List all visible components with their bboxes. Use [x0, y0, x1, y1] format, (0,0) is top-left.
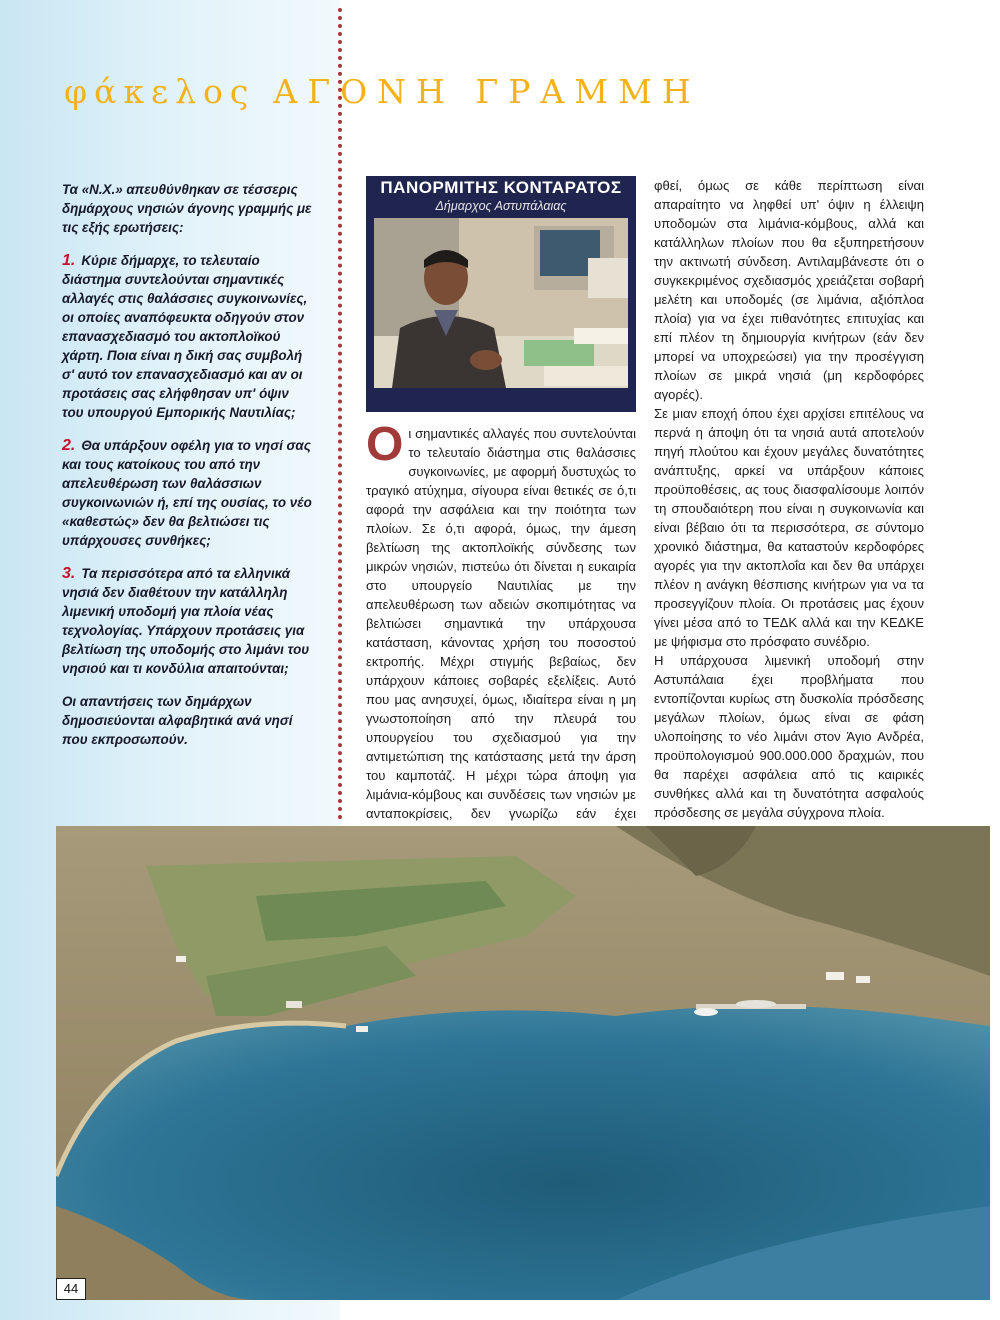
intro-closing: Οι απαντήσεις των δημάρχων δημοσιεύονται αλφαβητικά ανά νησί που εκπροσωπούν. — [62, 694, 293, 747]
mayor-profile — [366, 176, 636, 412]
question-text: Θα υπάρξουν οφέλη για το νησί σας και τους κατοίκους του από την απελευθέρωση των θαλάσσιων συγκοινωνιών ή, επί της ουσίας, το νέο «καθεστώς» δεν θα βελτιώσει τις υπάρχουσες συνθήκες; — [62, 438, 312, 548]
aerial-bay-photo — [56, 826, 990, 1300]
mayor-photo — [374, 218, 628, 388]
article-column-middle — [366, 418, 636, 842]
drop-cap: Ο — [366, 418, 404, 471]
question-number: 1. — [62, 252, 76, 269]
page-number: 44 — [56, 1278, 86, 1300]
question-text: Τα περισσότερα από τα ελληνικά νησιά δεν διαθέτουν την κατάλληλη λιμενική υποδομή για πλοία νέας τεχνολογίας. Υπάρχουν προτάσεις για βελτίωση της υποδομής στο λιμάνι του νησιού και τι κονδύλια απαιτούνται; — [62, 566, 310, 676]
question-number: 2. — [62, 437, 76, 454]
question-2 — [62, 436, 312, 550]
article-paragraph — [366, 418, 636, 842]
dotted-divider — [338, 8, 342, 820]
question-1 — [62, 251, 312, 422]
intro-lead: Τα «Ν.Χ.» απευθύνθηκαν σε τέσσερις δημάρχους νησιών άγονης γραμμής με τις εξής ερωτήσεις: — [62, 182, 312, 235]
header-kicker: φάκελος — [64, 72, 256, 111]
mayor-role: Δήμαρχος Αστυπάλαιας — [435, 199, 567, 213]
mayor-name: ΠΑΝΟΡΜΙΤΗΣ ΚΟΝΤΑΡΑΤΟΣ — [380, 178, 622, 197]
header-section-title: ΑΓΟΝΗ ΓΡΑΜΜΗ — [273, 72, 701, 111]
question-3 — [62, 564, 312, 678]
article-text: ι σημαντικές αλλαγές που συντελούνται το τελευταίο διάστημα στις θαλάσσιες συγκοινωνίες, με αφορμή δυστυχώς το τραγικό ατύχημα, σίγουρα είναι θετικές σε ό,τι αφορά την ασφάλεια και την ποιότητα των πλοίων. Σε ό,τι αφορά, όμως, την άμεση βελτίωση της ακτοπλοϊκής σύνδεσης των μικρών νησιών, πιστεύω ότι δίνεται η ευκαιρία στο υπουργείο Ναυτιλίας με την απελευθέρωση των αδειών σκοπιμότητας να βελτιώσει σημαντικά την υπάρχουσα κατάσταση, κάνοντας χρήση του ποσοστού εκτροπής. Μέχρι στιγμής βεβαίως, δεν υπάρχουν κάποιες σοβαρές εξελίξεις. Αυτό που μας ανησυχεί, όμως, ιδιαίτερα είναι η μη γνωστοποίηση από την πλευρά του υπουργείου του σχεδιασμού για την αντιμετώπιση της κατάστασης μετά την άρση του καμποτάζ. Η μέχρι τώρα άποψη για λιμάνια-κόμβους και συνδέσεις των νησιών με ανταποκρίσεις, δεν γνωρίζω εάν έχει — [366, 426, 636, 821]
article-paragraph: Η υπάρχουσα λιμενική υποδομή στην Αστυπάλαια έχει προβλήματα που εντοπίζονται κυρίως στη δυσκολία πρόσδεσης μεγάλων πλοίων, όμως είναι σε φάση υλοποίησης το νέο λιμάνι στον Άγιο Ανδρέα, προϋπολογισμού 900.000.000 δραχμών, που θα παρέχει ασφάλεια από τις καιρικές συνθήκες αλλά και τη δυνατότητα ασφαλούς πρόσδεσης σε μεγάλα σύγχρονα πλοία. — [654, 653, 924, 820]
article-paragraph: Σε μιαν εποχή όπου έχει αρχίσει επιτέλους να περνά η άποψη ότι τα νησιά αυτά αποτελούν πηγή πλούτου και έχουν μεγάλες δυνατότητες ανάπτυξης, αρκεί να υπάρξουν κάποιες προϋποθέσεις, ας τους διασφαλίσουμε λοιπόν τη σπουδαιότερη που είναι η συγκοινωνία και είναι βέβαιο ότι τα περισσότερα, σε σύντομο χρονικό διάστημα, θα καταστούν κερδοφόρες αγορές για την ακτοπλοΐα και δεν θα υπάρχει πλέον η ανάγκη θέσπισης κινήτρων για να τα προσεγγίζουν πλοία. Οι προτάσεις μας έχουν γίνει μέσα από το ΤΕΔΚ αλλά και την ΚΕΔΚΕ με ψήφισμα στο πρόσφατο συνέδριο. — [654, 406, 924, 649]
article-column-right — [654, 176, 924, 822]
article-paragraph: φθεί, όμως σε κάθε περίπτωση είναι απαραίτητο να ληφθεί υπ' όψιν η έλλειψη υποδομών στα λιμάνια-κόμβους, αλλά και κατάλληλων πλοίων που θα εξυπηρετήσουν την ακτινωτή σύνδεση. Αντιλαμβάνεστε ότι ο συγκεκριμένος σχεδιασμός χρειάζεται σοβαρή μελέτη και υποδομές (σε λιμάνια, αξιόπλοα πλοία) για να έχει πιθανότητες επιτυχίας και επί πλέον τη δημιουργία κινήτρων (εάν δεν μπορεί να υποχρεώσει) για την προσέγγιση πλοίων σε μικρά νησιά (μη κερδοφόρες αγορές). — [654, 178, 924, 402]
section-header — [64, 72, 701, 111]
question-number: 3. — [62, 565, 76, 582]
intro-questions — [62, 180, 312, 763]
question-text: Κύριε δήμαρχε, το τελευταίο διάστημα συντελούνται σημαντικές αλλαγές στις θαλάσσιες συγκοινωνίες, οι οποίες αναπόφευκτα οδηγούν στον επανασχεδιασμό του ακτοπλοϊκού χάρτη. Ποια είναι η δική σας συμβολή σ' αυτό τον επανασχεδιασμό και αν οι προτάσεις σας ελήφθησαν υπ' όψιν του υπουργού Εμπορικής Ναυτιλίας; — [62, 253, 308, 420]
